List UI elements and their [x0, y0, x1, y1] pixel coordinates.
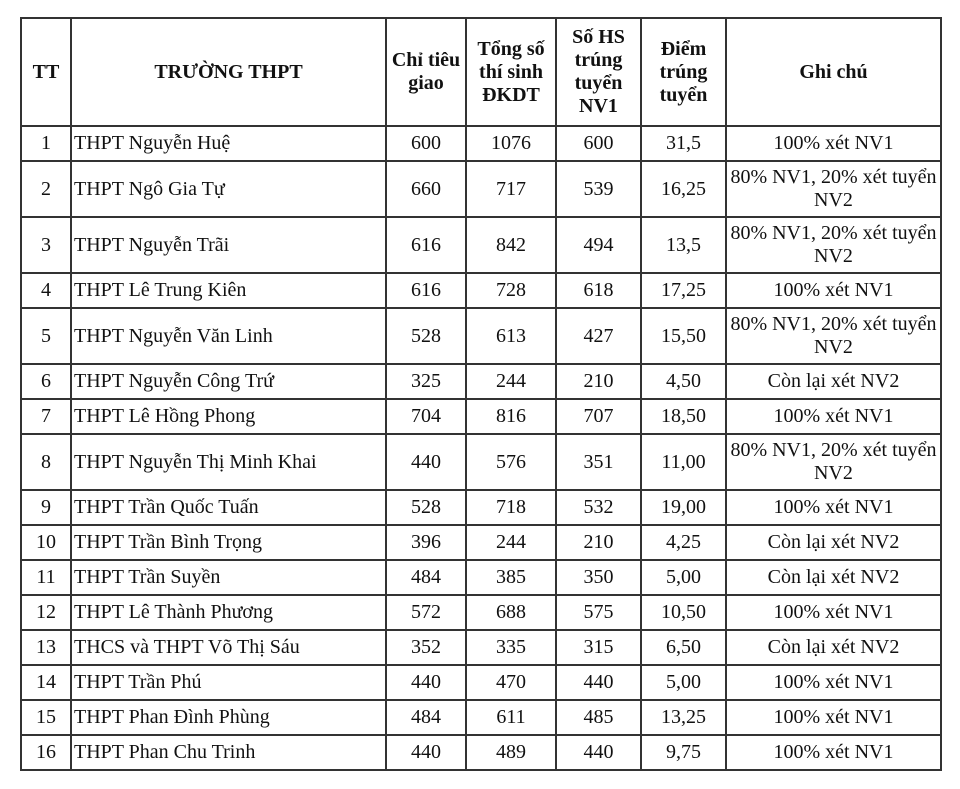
- header-row: [21, 18, 941, 126]
- cell-admitted-nv1: 539: [556, 161, 641, 217]
- table-row: [21, 308, 941, 364]
- cell-school: THPT Lê Thành Phương: [71, 595, 386, 630]
- cell-admitted-nv1: 210: [556, 364, 641, 399]
- cell-note: 80% NV1, 20% xét tuyển NV2: [726, 217, 941, 273]
- cell-quota: 325: [386, 364, 466, 399]
- table-row: [21, 273, 941, 308]
- header-registered: Tổng số thí sinh ĐKDT: [466, 18, 556, 126]
- cell-tt: 8: [21, 434, 71, 490]
- cell-tt: 10: [21, 525, 71, 560]
- cell-quota: 440: [386, 735, 466, 770]
- cell-registered: 717: [466, 161, 556, 217]
- table-row: [21, 700, 941, 735]
- cell-cutoff-score: 6,50: [641, 630, 726, 665]
- cell-cutoff-score: 9,75: [641, 735, 726, 770]
- cell-registered: 489: [466, 735, 556, 770]
- cell-tt: 1: [21, 126, 71, 161]
- cell-school: THPT Nguyễn Trãi: [71, 217, 386, 273]
- cell-school: THPT Nguyễn Huệ: [71, 126, 386, 161]
- cell-admitted-nv1: 315: [556, 630, 641, 665]
- cell-tt: 4: [21, 273, 71, 308]
- table-row: [21, 399, 941, 434]
- table-row: [21, 364, 941, 399]
- cell-admitted-nv1: 618: [556, 273, 641, 308]
- cell-tt: 9: [21, 490, 71, 525]
- cell-note: Còn lại xét NV2: [726, 630, 941, 665]
- cell-registered: 470: [466, 665, 556, 700]
- cell-registered: 244: [466, 525, 556, 560]
- cell-school: THPT Lê Trung Kiên: [71, 273, 386, 308]
- cell-registered: 816: [466, 399, 556, 434]
- cell-tt: 7: [21, 399, 71, 434]
- cell-cutoff-score: 18,50: [641, 399, 726, 434]
- cell-admitted-nv1: 350: [556, 560, 641, 595]
- cell-quota: 704: [386, 399, 466, 434]
- cell-admitted-nv1: 600: [556, 126, 641, 161]
- cell-registered: 842: [466, 217, 556, 273]
- cell-school: THPT Nguyễn Văn Linh: [71, 308, 386, 364]
- cell-admitted-nv1: 351: [556, 434, 641, 490]
- cell-note: 100% xét NV1: [726, 126, 941, 161]
- cell-quota: 572: [386, 595, 466, 630]
- cell-school: THPT Nguyễn Thị Minh Khai: [71, 434, 386, 490]
- cell-school: THCS và THPT Võ Thị Sáu: [71, 630, 386, 665]
- cell-registered: 613: [466, 308, 556, 364]
- cell-tt: 14: [21, 665, 71, 700]
- cell-school: THPT Trần Suyền: [71, 560, 386, 595]
- table-row: [21, 525, 941, 560]
- cell-admitted-nv1: 210: [556, 525, 641, 560]
- cell-tt: 11: [21, 560, 71, 595]
- cell-quota: 440: [386, 434, 466, 490]
- table-row: [21, 490, 941, 525]
- cell-cutoff-score: 31,5: [641, 126, 726, 161]
- cell-note: 80% NV1, 20% xét tuyển NV2: [726, 434, 941, 490]
- cell-note: 100% xét NV1: [726, 490, 941, 525]
- cell-tt: 6: [21, 364, 71, 399]
- cell-tt: 5: [21, 308, 71, 364]
- cell-registered: 576: [466, 434, 556, 490]
- cell-quota: 616: [386, 273, 466, 308]
- cell-registered: 244: [466, 364, 556, 399]
- cell-admitted-nv1: 440: [556, 735, 641, 770]
- table-row: [21, 595, 941, 630]
- cell-quota: 396: [386, 525, 466, 560]
- cell-registered: 335: [466, 630, 556, 665]
- cell-tt: 16: [21, 735, 71, 770]
- cell-admitted-nv1: 707: [556, 399, 641, 434]
- cell-registered: 385: [466, 560, 556, 595]
- cell-quota: 440: [386, 665, 466, 700]
- cell-note: 100% xét NV1: [726, 595, 941, 630]
- cell-tt: 3: [21, 217, 71, 273]
- cell-cutoff-score: 13,25: [641, 700, 726, 735]
- cell-admitted-nv1: 575: [556, 595, 641, 630]
- cell-note: 100% xét NV1: [726, 399, 941, 434]
- cell-tt: 15: [21, 700, 71, 735]
- cell-quota: 484: [386, 560, 466, 595]
- cell-note: 100% xét NV1: [726, 665, 941, 700]
- cell-quota: 616: [386, 217, 466, 273]
- cell-tt: 12: [21, 595, 71, 630]
- cell-cutoff-score: 4,50: [641, 364, 726, 399]
- header-note: Ghi chú: [726, 18, 941, 126]
- admission-table: [20, 17, 942, 771]
- cell-cutoff-score: 17,25: [641, 273, 726, 308]
- cell-quota: 484: [386, 700, 466, 735]
- cell-school: THPT Phan Chu Trinh: [71, 735, 386, 770]
- cell-registered: 728: [466, 273, 556, 308]
- cell-note: 80% NV1, 20% xét tuyển NV2: [726, 308, 941, 364]
- cell-registered: 718: [466, 490, 556, 525]
- header-school: TRƯỜNG THPT: [71, 18, 386, 126]
- cell-cutoff-score: 13,5: [641, 217, 726, 273]
- cell-quota: 660: [386, 161, 466, 217]
- cell-quota: 352: [386, 630, 466, 665]
- table-row: [21, 217, 941, 273]
- cell-note: Còn lại xét NV2: [726, 364, 941, 399]
- cell-cutoff-score: 10,50: [641, 595, 726, 630]
- header-cutoff-score: Điểm trúng tuyển: [641, 18, 726, 126]
- cell-cutoff-score: 4,25: [641, 525, 726, 560]
- header-tt: TT: [21, 18, 71, 126]
- table-row: [21, 161, 941, 217]
- cell-quota: 528: [386, 308, 466, 364]
- header-quota: Chỉ tiêu giao: [386, 18, 466, 126]
- cell-school: THPT Trần Phú: [71, 665, 386, 700]
- cell-note: Còn lại xét NV2: [726, 525, 941, 560]
- cell-school: THPT Lê Hồng Phong: [71, 399, 386, 434]
- cell-cutoff-score: 11,00: [641, 434, 726, 490]
- cell-note: 100% xét NV1: [726, 735, 941, 770]
- cell-school: THPT Phan Đình Phùng: [71, 700, 386, 735]
- cell-quota: 600: [386, 126, 466, 161]
- cell-registered: 1076: [466, 126, 556, 161]
- cell-school: THPT Trần Quốc Tuấn: [71, 490, 386, 525]
- table-row: [21, 560, 941, 595]
- header-admitted-nv1: Số HS trúng tuyển NV1: [556, 18, 641, 126]
- cell-note: Còn lại xét NV2: [726, 560, 941, 595]
- table-row: [21, 665, 941, 700]
- cell-admitted-nv1: 532: [556, 490, 641, 525]
- cell-school: THPT Nguyễn Công Trứ: [71, 364, 386, 399]
- cell-note: 100% xét NV1: [726, 700, 941, 735]
- table-row: [21, 630, 941, 665]
- cell-note: 100% xét NV1: [726, 273, 941, 308]
- cell-cutoff-score: 16,25: [641, 161, 726, 217]
- table-row: [21, 434, 941, 490]
- cell-cutoff-score: 5,00: [641, 665, 726, 700]
- cell-cutoff-score: 19,00: [641, 490, 726, 525]
- cell-tt: 13: [21, 630, 71, 665]
- cell-tt: 2: [21, 161, 71, 217]
- cell-admitted-nv1: 440: [556, 665, 641, 700]
- cell-note: 80% NV1, 20% xét tuyển NV2: [726, 161, 941, 217]
- cell-admitted-nv1: 485: [556, 700, 641, 735]
- table-row: [21, 735, 941, 770]
- cell-admitted-nv1: 494: [556, 217, 641, 273]
- cell-cutoff-score: 5,00: [641, 560, 726, 595]
- cell-quota: 528: [386, 490, 466, 525]
- cell-registered: 688: [466, 595, 556, 630]
- table-row: [21, 126, 941, 161]
- cell-registered: 611: [466, 700, 556, 735]
- cell-school: THPT Ngô Gia Tự: [71, 161, 386, 217]
- cell-cutoff-score: 15,50: [641, 308, 726, 364]
- cell-school: THPT Trần Bình Trọng: [71, 525, 386, 560]
- cell-admitted-nv1: 427: [556, 308, 641, 364]
